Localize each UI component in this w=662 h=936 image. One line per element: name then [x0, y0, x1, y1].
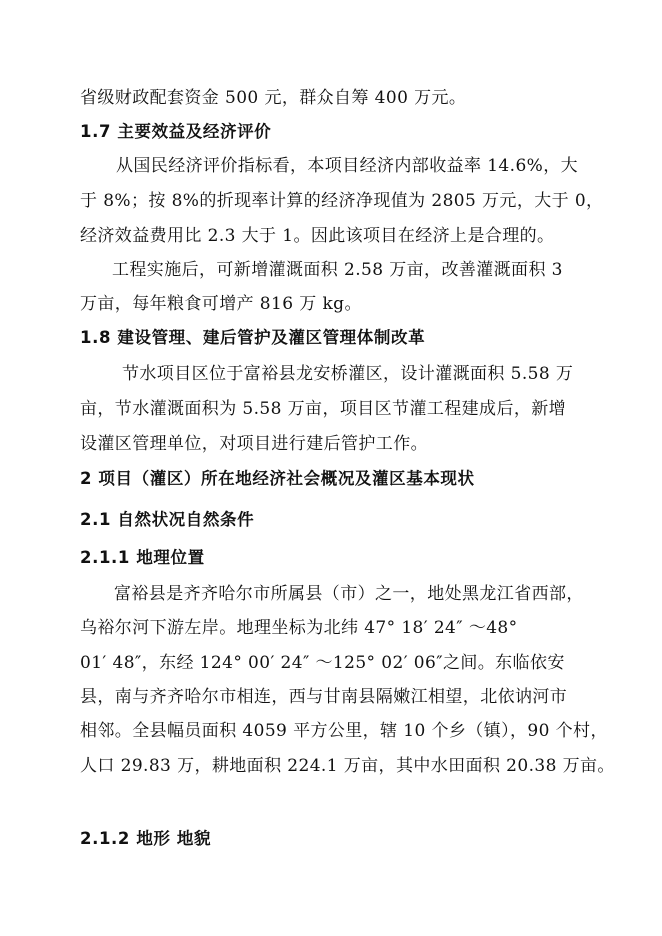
section-1-7-paragraph-line: 经济效益费用比 2.3 大于 1。因此该项目在经济上是合理的。 [80, 226, 555, 246]
section-1-8-paragraph-line: 节水项目区位于富裕县龙安桥灌区，设计灌溉面积 5.58 万 [122, 364, 574, 384]
section-2-1-1-paragraph-line: 相邻。全县幅员面积 4059 平方公里，辖 10 个乡（镇），90 个村， [80, 721, 608, 741]
section-1-7-paragraph-line: 从国民经济评价指标看，本项目经济内部收益率 14.6%，大 [116, 156, 579, 176]
section-2-1-2-heading: 2.1.2 地形 地貌 [80, 829, 212, 848]
section-1-8-paragraph-line: 设灌区管理单位，对项目进行建后管护工作。 [80, 434, 428, 454]
section-2-1-1-paragraph-line: 乌裕尔河下游左岸。地理坐标为北纬 47° 18′ 24″ ～48° [80, 618, 518, 638]
intro-text-line: 省级财政配套资金 500 元，群众自筹 400 万元。 [80, 88, 467, 108]
section-1-8-heading: 1.8 建设管理、建后管护及灌区管理体制改革 [80, 328, 426, 347]
section-1-8-paragraph-line: 亩，节水灌溉面积为 5.58 万亩，项目区节灌工程建成后，新增 [80, 399, 567, 419]
section-2-1-1-heading: 2.1.1 地理位置 [80, 548, 205, 567]
section-1-7-paragraph-line: 工程实施后，可新增灌溉面积 2.58 万亩，改善灌溉面积 3 [112, 260, 563, 280]
section-2-heading: 2 项目（灌区）所在地经济社会概况及灌区基本现状 [80, 469, 475, 488]
section-2-1-1-paragraph-line: 人口 29.83 万，耕地面积 224.1 万亩，其中水田面积 20.38 万亩。 [80, 756, 615, 776]
section-2-1-1-paragraph-line: 01′ 48″，东经 124° 00′ 24″ ～125° 02′ 06″之间。东临依安 [80, 653, 565, 673]
section-2-1-1-paragraph-line: 县，南与齐齐哈尔市相连，西与甘南县隔嫩江相望，北依讷河市 [80, 687, 568, 707]
section-1-7-paragraph-line: 于 8%；按 8%的折现率计算的经济净现值为 2805 万元，大于 0， [80, 191, 604, 211]
section-1-7-heading: 1.7 主要效益及经济评价 [80, 122, 272, 141]
section-1-7-paragraph-line: 万亩，每年粮食可增产 816 万 kg。 [80, 294, 362, 314]
section-2-1-1-paragraph-line: 富裕县是齐齐哈尔市所属县（市）之一，地处黑龙江省西部， [114, 584, 584, 604]
section-2-1-heading: 2.1 自然状况自然条件 [80, 510, 255, 529]
